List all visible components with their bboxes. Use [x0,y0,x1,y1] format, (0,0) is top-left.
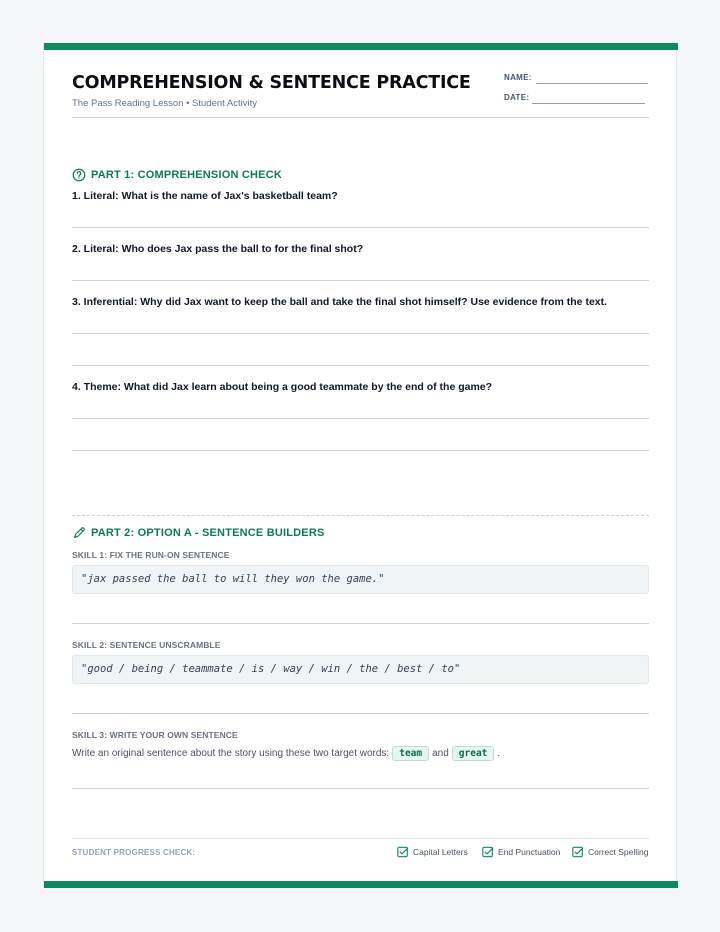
check-capital-letters[interactable] [397,846,468,858]
target-word-team: team [392,746,429,761]
check-label: Capital Letters [413,847,468,857]
checkbox-icon [572,846,584,858]
skill2-label: SKILL 2: SENTENCE UNSCRAMBLE [72,640,221,650]
answer-line-2[interactable] [72,280,649,281]
skill3-answer-line[interactable] [72,788,649,789]
section-divider [72,515,649,516]
part2-heading [72,526,325,540]
question-circle-icon [72,168,86,182]
skill1-answer-line[interactable] [72,623,649,624]
footer-divider [72,838,649,839]
progress-check-label: STUDENT PROGRESS CHECK: [72,848,196,857]
header-divider [72,117,649,118]
name-label: NAME: [504,73,532,82]
pencil-icon [72,526,86,540]
part1-heading [72,168,282,182]
answer-line-3b[interactable] [72,365,649,366]
question-3: 3. Inferential: Why did Jax want to keep the ball and take the final shot himself? Use evidence from the text. [72,296,608,308]
skill1-sentence: "jax passed the ball to will they won the game." [72,565,649,594]
skill1-label: SKILL 1: FIX THE RUN-ON SENTENCE [72,550,230,560]
skill3-prompt-text: Write an original sentence about the story using these two target words: [72,748,390,759]
date-label: DATE: [504,93,530,102]
date-field[interactable] [532,103,645,104]
target-word-great: great [452,746,495,761]
skill3-prompt [72,746,500,761]
check-end-punctuation[interactable] [482,846,560,858]
answer-line-4b[interactable] [72,450,649,451]
name-field[interactable] [536,83,648,84]
check-correct-spelling[interactable] [572,846,648,858]
part1-heading-text: PART 1: COMPREHENSION CHECK [91,169,282,181]
page-subtitle: The Pass Reading Lesson • Student Activity [72,98,257,109]
check-label: End Punctuation [498,847,561,857]
question-4: 4. Theme: What did Jax learn about being a good teammate by the end of the game? [72,381,493,393]
top-accent-bar [44,43,678,50]
checkbox-icon [482,846,494,858]
question-1: 1. Literal: What is the name of Jax's basketball team? [72,190,338,202]
skill2-sentence: "good / being / teammate / is / way / win / the / best / to" [72,655,649,684]
worksheet [43,43,677,888]
page-title: COMPREHENSION & SENTENCE PRACTICE [72,73,471,93]
part2-heading-text: PART 2: OPTION A - SENTENCE BUILDERS [91,527,325,539]
bottom-accent-bar [44,881,678,888]
answer-line-3a[interactable] [72,333,649,334]
skill3-label: SKILL 3: WRITE YOUR OWN SENTENCE [72,730,238,740]
answer-line-4a[interactable] [72,418,649,419]
skill3-connector: and [432,748,449,759]
skill2-answer-line[interactable] [72,713,649,714]
skill3-end: . [497,748,501,759]
answer-line-1[interactable] [72,227,649,228]
check-label: Correct Spelling [588,847,649,857]
checkbox-icon [397,846,409,858]
question-2: 2. Literal: Who does Jax pass the ball to for the final shot? [72,243,364,255]
